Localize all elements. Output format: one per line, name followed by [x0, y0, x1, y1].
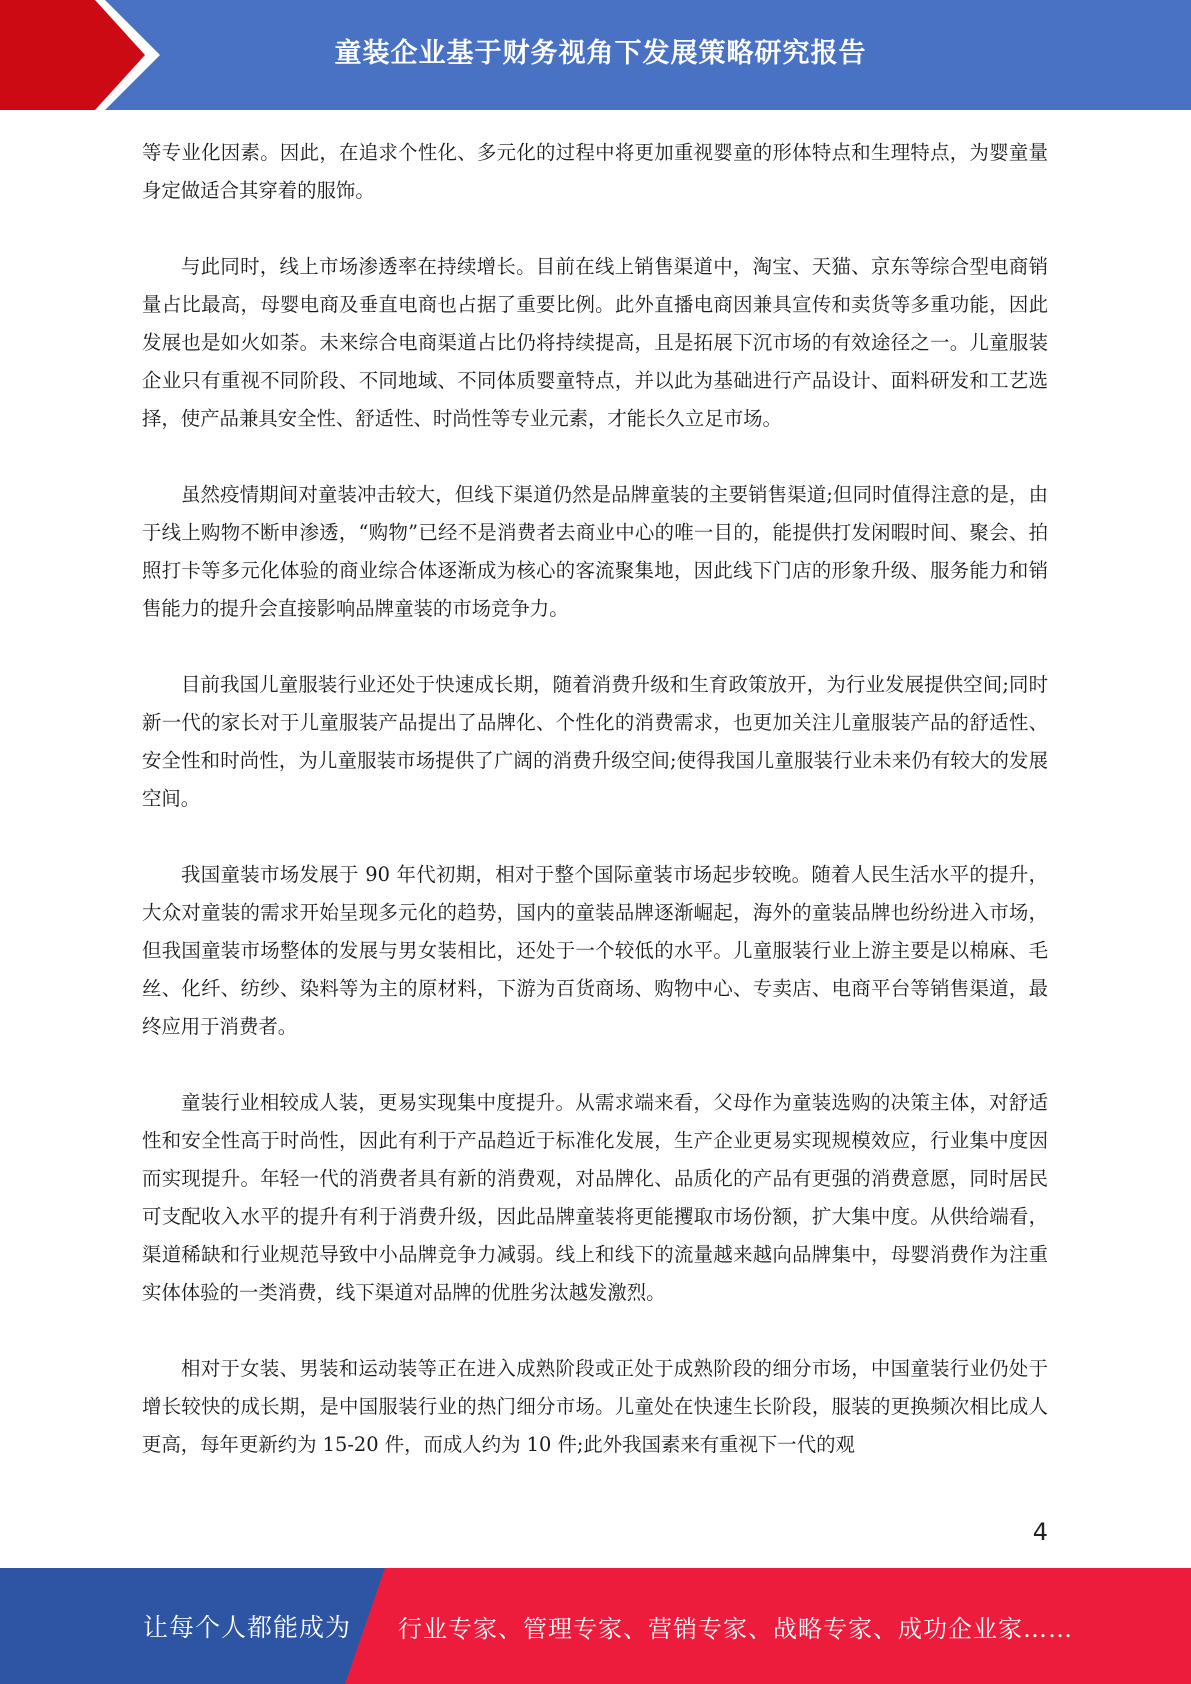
document-body	[142, 134, 1048, 1502]
footer-slogan-right: 行业专家、管理专家、营销专家、战略专家、成功企业家……	[398, 1614, 1073, 1643]
page-header	[0, 0, 1191, 110]
paragraph: 目前我国儿童服装行业还处于快速成长期，随着消费升级和生育政策放开，为行业发展提供空间;同时新一代的家长对于儿童服装产品提出了品牌化、个性化的消费需求，也更加关注儿童服装产品的舒适性、安全性和时尚性，为儿童服装市场提供了广阔的消费升级空间;使得我国儿童服装行业未来仍有较大的发展空间。	[142, 673, 1048, 810]
paragraph: 等专业化因素。因此，在追求个性化、多元化的过程中将更加重视婴童的形体特点和生理特点，为婴童量身定做适合其穿着的服饰。	[142, 141, 1048, 202]
report-title: 童装企业基于财务视角下发展策略研究报告	[334, 37, 867, 69]
footer-slogan-left: 让每个人都能成为	[143, 1613, 352, 1642]
paragraph: 童装行业相较成人装，更易实现集中度提升。从需求端来看，父母作为童装选购的决策主体，对舒适性和安全性高于时尚性，因此有利于产品趋近于标准化发展，生产企业更易实现规模效应，行业集中度因而实现提升。年轻一代的消费者具有新的消费观，对品牌化、品质化的产品有更强的消费意愿，同时居民可支配收入水平的提升有利于消费升级，因此品牌童装将更能攫取市场份额，扩大集中度。从供给端看，渠道稀缺和行业规范导致中小品牌竞争力减弱。线上和线下的流量越来越向品牌集中，母婴消费作为注重实体体验的一类消费，线下渠道对品牌的优胜劣汰越发激烈。	[142, 1091, 1048, 1304]
paragraph: 虽然疫情期间对童装冲击较大，但线下渠道仍然是品牌童装的主要销售渠道;但同时值得注意的是，由于线上购物不断申渗透，“购物”已经不是消费者去商业中心的唯一目的，能提供打发闲暇时间、聚会、拍照打卡等多元化体验的商业综合体逐渐成为核心的客流聚集地，因此线下门店的形象升级、服务能力和销售能力的提升会直接影响品牌童装的市场竞争力。	[142, 483, 1048, 620]
chevron-arrow-icon	[0, 0, 160, 110]
page-footer	[0, 1568, 1191, 1684]
paragraph: 我国童装市场发展于 90 年代初期，相对于整个国际童装市场起步较晚。随着人民生活水平的提升，大众对童装的需求开始呈现多元化的趋势，国内的童装品牌逐渐崛起，海外的童装品牌也纷纷进入市场，但我国童装市场整体的发展与男女装相比，还处于一个较低的水平。儿童服装行业上游主要是以棉麻、毛丝、化纤、纺纱、染料等为主的原材料，下游为百货商场、购物中心、专卖店、电商平台等销售渠道，最终应用于消费者。	[142, 863, 1048, 1038]
paragraph: 与此同时，线上市场渗透率在持续增长。目前在线上销售渠道中，淘宝、天猫、京东等综合型电商销量占比最高，母婴电商及垂直电商也占据了重要比例。此外直播电商因兼具宣传和卖货等多重功能，因此发展也是如火如荼。未来综合电商渠道占比仍将持续提高，且是拓展下沉市场的有效途径之一。儿童服装企业只有重视不同阶段、不同地域、不同体质婴童特点，并以此为基础进行产品设计、面料研发和工艺选择，使产品兼具安全性、舒适性、时尚性等专业元素，才能长久立足市场。	[142, 255, 1048, 430]
page-number: 4	[1032, 1518, 1048, 1546]
paragraph: 相对于女装、男装和运动装等正在进入成熟阶段或正处于成熟阶段的细分市场，中国童装行业仍处于增长较快的成长期，是中国服装行业的热门细分市场。儿童处在快速生长阶段，服装的更换频次相比成人更高，每年更新约为 15-20 件，而成人约为 10 件;此外我国素来有重视下一代的观	[142, 1357, 1048, 1456]
